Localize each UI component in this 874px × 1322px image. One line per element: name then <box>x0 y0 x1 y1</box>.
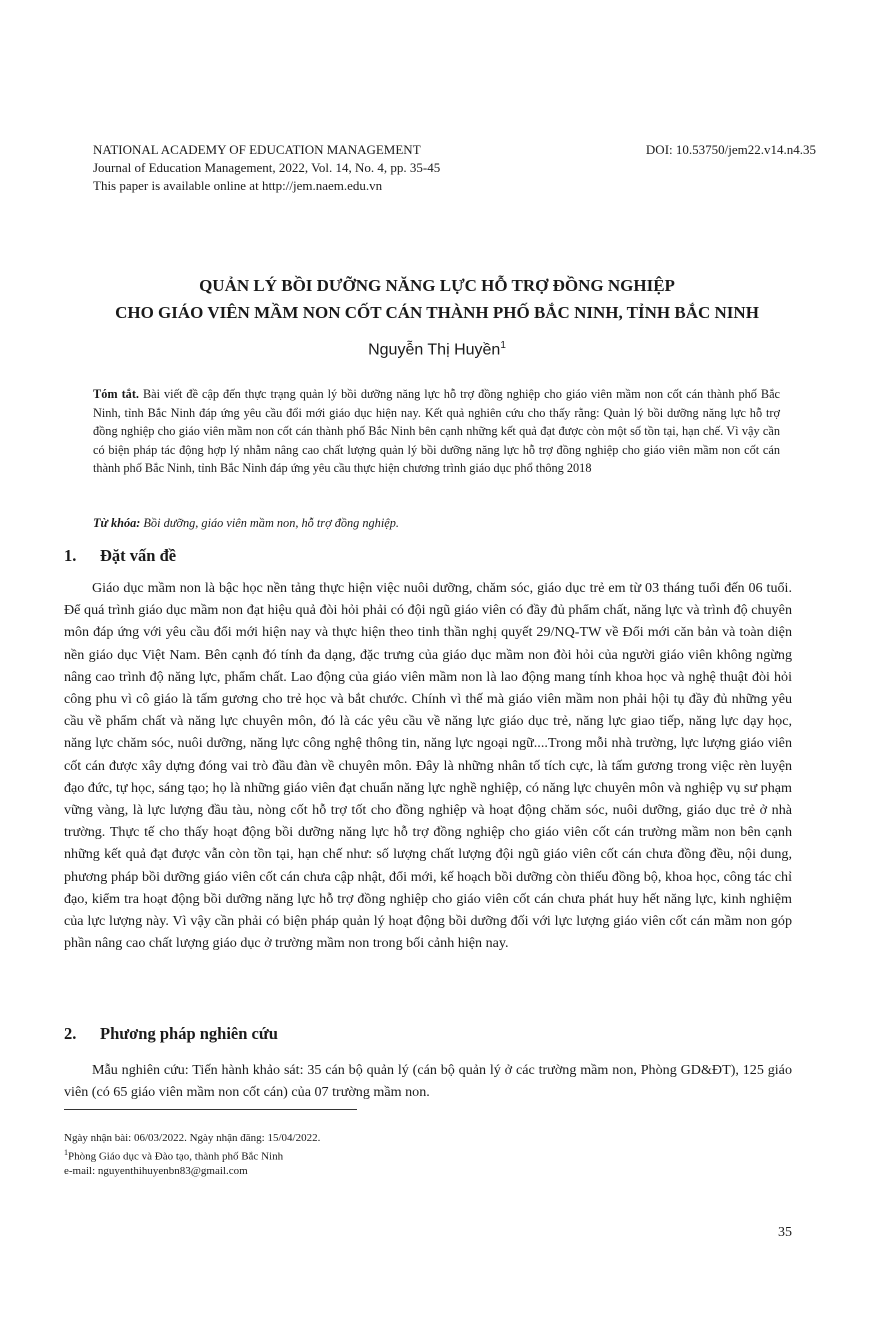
footnote-affiliation <box>64 1146 320 1164</box>
footnote-affiliation-mark: 1 <box>64 1147 68 1157</box>
abstract-label: Tóm tắt. <box>93 387 139 401</box>
section-1-heading <box>64 546 176 566</box>
doi: DOI: 10.53750/jem22.v14.n4.35 <box>645 142 816 157</box>
title-line-2: CHO GIÁO VIÊN MẦM NON CỐT CÁN THÀNH PHỐ BẮC NINH, TỈNH BẮC NINH <box>115 303 759 322</box>
footnote-divider <box>64 1109 357 1110</box>
keywords <box>93 516 780 531</box>
institution-name: NATIONAL ACADEMY OF EDUCATION MANAGEMENT <box>93 142 421 157</box>
title-line-1: QUẢN LÝ BỒI DƯỠNG NĂNG LỰC HỖ TRỢ ĐỒNG NGHIỆP <box>199 276 675 295</box>
page-number: 35 <box>778 1225 792 1240</box>
section-2-number: 2. <box>64 1024 77 1043</box>
section-2-heading <box>64 1024 278 1044</box>
section-2-paragraph: Mẫu nghiên cứu: Tiến hành khảo sát: 35 cán bộ quản lý (cán bộ quản lý ở các trường mầm non, Phòng GD&ĐT), 125 giáo viên (có 65 giáo viên mầm non cốt cán) của 07 trường mầm non. <box>64 1062 792 1101</box>
journal-citation: Journal of Education Management, 2022, Vol. 14, No. 4, pp. 35-45 <box>93 160 441 175</box>
section-1-title: Đặt vấn đề <box>100 546 177 565</box>
author-affiliation-mark: 1 <box>500 340 506 351</box>
section-1-body <box>64 577 792 954</box>
section-2-body <box>64 1059 792 1103</box>
journal-header <box>93 141 440 195</box>
section-1-number: 1. <box>64 546 77 565</box>
abstract <box>93 385 780 478</box>
footnotes <box>64 1131 320 1178</box>
abstract-text: Bài viết đề cập đến thực trạng quản lý bồi dưỡng năng lực hỗ trợ đồng nghiệp cho giáo viên mầm non cốt cán thành phố Bắc Ninh, tỉnh Bắc Ninh đáp ứng yêu cầu đổi mới giáo dục hiện nay. Kết quả nghiên cứu cho thấy rằng: Quản lý bồi dưỡng năng lực hỗ trợ đồng nghiệp cho giáo viên mầm non cốt cán thành phố Bắc Ninh bên cạnh những kết quả đạt được còn một số tồn tại, hạn chế. Vì vậy cần có biện pháp tác động hợp lý nhằm nâng cao chất lượng quản lý bồi dưỡng năng lực hỗ trợ đồng nghiệp cho giáo viên mầm non cốt cán thành phố Bắc Ninh, tỉnh Bắc Ninh đáp ứng yêu cầu thực hiện chương trình giáo dục phổ thông 2018 <box>93 387 780 476</box>
author-name: Nguyễn Thị Huyền <box>368 341 501 359</box>
section-1-paragraph: Giáo dục mầm non là bậc học nền tảng thực hiện việc nuôi dưỡng, chăm sóc, giáo dục trẻ em từ 03 tháng tuổi đến 06 tuổi. Để quá trình giáo dục mầm non đạt hiệu quả đòi hỏi phải có đội ngũ giáo viên có đầy đủ phẩm chất, năng lực và trình độ chuyên môn đáp ứng với yêu cầu đổi mới hiện nay và thực hiện theo tinh thần nghị quyết 29/NQ-TW về Đổi mới căn bản và toàn diện nền giáo dục Việt Nam. Bên cạnh đó tính đa dạng, đặc trưng của giáo dục mầm non đòi hỏi của người giáo viên không ngừng nâng cao trình độ năng lực, phẩm chất. Lao động của giáo viên mầm non là lao động mang tính khoa học và nghệ thuật đòi hỏi công phu vì cô giáo là tấm gương cho trẻ học và bắt chước. Chính vì thế mà giáo viên mầm non phải hội tụ đầy đủ những yêu cầu về phẩm chất và năng lực chuyên môn, đó là các yêu cầu về năng lực giáo dục trẻ, năng lực giao tiếp, năng lực dạy học, năng lực chăm sóc, nuôi dưỡng, năng lực công nghệ thông tin, năng lực ngoại ngữ....Trong mỗi nhà trường, lực lượng giáo viên cốt cán được xây dựng đóng vai trò đầu đàn về chuyên môn. Đây là những nhân tố tích cực, là tấm gương trong việc rèn luyện đạo đức, tự học, sáng tạo; họ là những giáo viên đạt chuẩn năng lực nghề nghiệp, có năng lực chuyên môn và nghiệp vụ sư phạm vững vàng, là lực lượng đầu tàu, nòng cốt hỗ trợ tốt cho đồng nghiệp và hoạt động chăm sóc, nuôi dưỡng, giáo dục trẻ ở nhà trường. Thực tế cho thấy hoạt động bồi dưỡng năng lực hỗ trợ đồng nghiệp cho giáo viên cốt cán trường mầm non bên cạnh những kết quả đạt được vẫn còn tồn tại, hạn chế như: số lượng chất lượng đội ngũ giáo viên cốt cán chưa đồng đều, nội dung, phương pháp bồi dưỡng giáo viên cốt cán chưa cập nhật, đổi mới, kế hoạch bồi dưỡng còn thiếu đồng bộ, khoa học, công tác chỉ đạo, kiểm tra hoạt động bồi dưỡng năng lực hỗ trợ đồng nghiệp cho giáo viên cốt cán chưa phát huy hết năng lực, kinh nghiệm của lực lượng này. Vì vậy cần phải có biện pháp quản lý hoạt động bồi dưỡng đối với lực lượng giáo viên cốt cán mầm non góp phần nâng cao chất lượng giáo dục ở trường mầm non trong bối cảnh hiện nay. <box>64 580 792 952</box>
footnote-dates: Ngày nhận bài: 06/03/2022. Ngày nhận đăng: 15/04/2022. <box>64 1132 321 1144</box>
footnote-affiliation-text: Phòng Giáo dục và Đào tạo, thành phố Bắc Ninh <box>68 1150 284 1163</box>
keywords-label: Từ khóa: <box>93 516 141 530</box>
author <box>60 340 814 359</box>
paper-title <box>60 272 814 326</box>
keywords-text: Bồi dưỡng, giáo viên mầm non, hỗ trợ đồng nghiệp. <box>140 516 399 530</box>
section-2-title: Phương pháp nghiên cứu <box>100 1024 278 1043</box>
availability-note: This paper is available online at http://jem.naem.edu.vn <box>93 178 383 193</box>
footnote-email: e-mail: nguyenthihuyenbn83@gmail.com <box>64 1164 248 1177</box>
